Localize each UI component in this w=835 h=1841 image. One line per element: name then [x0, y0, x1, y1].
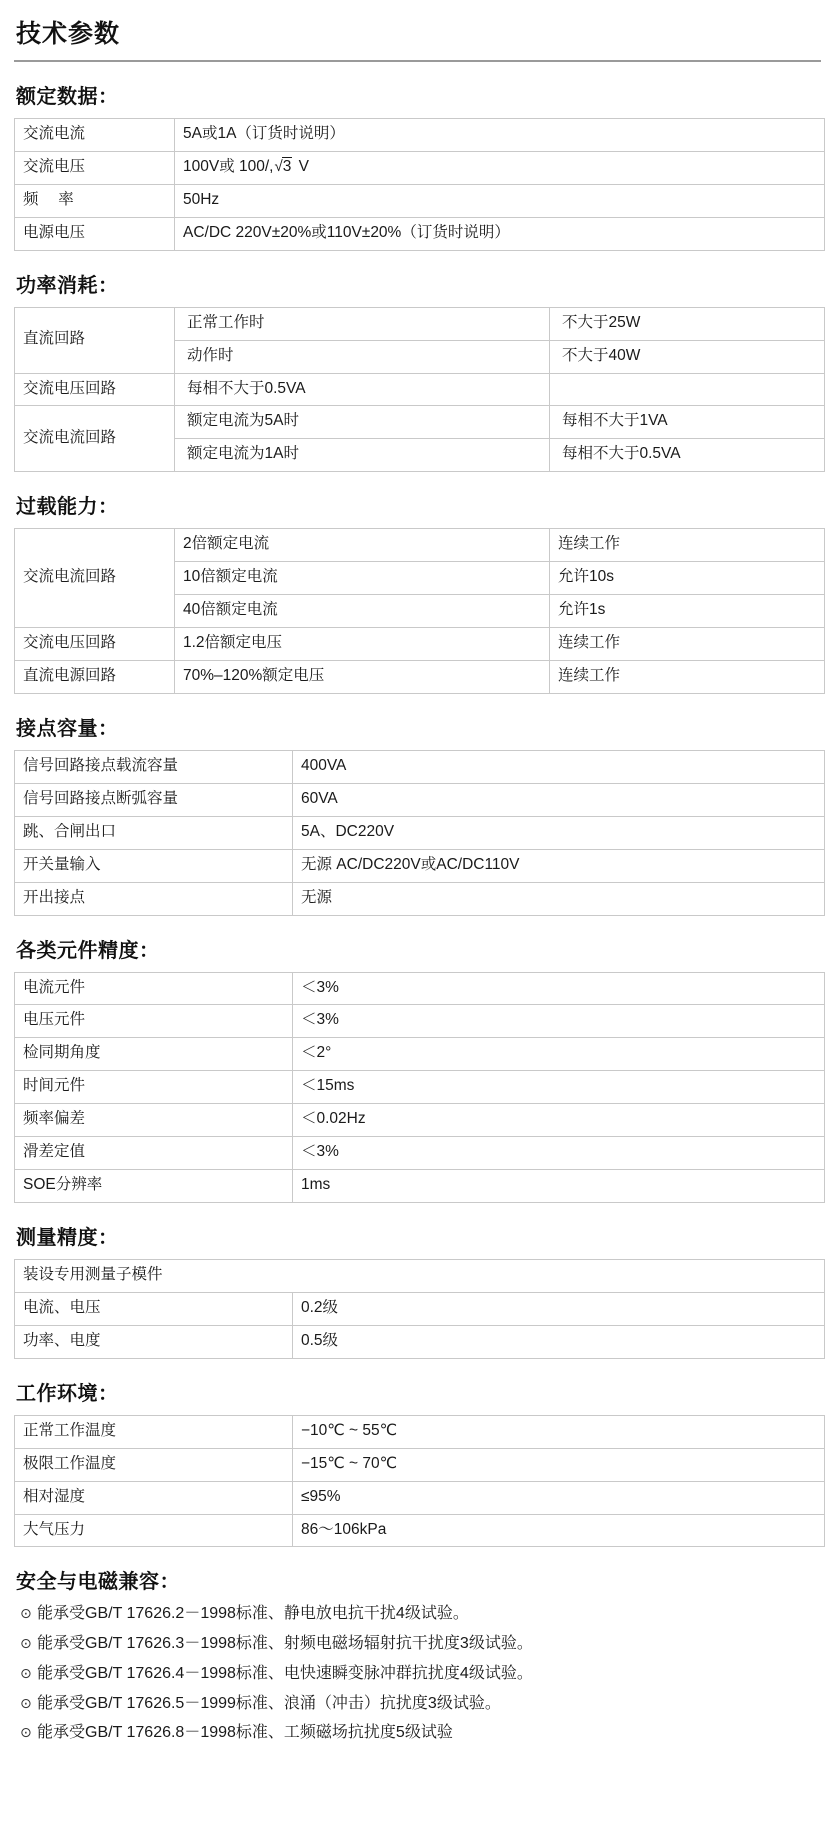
row-label: 信号回路接点载流容量: [15, 750, 293, 783]
row-value: 0.5级: [293, 1325, 825, 1358]
row-label: 极限工作温度: [15, 1448, 293, 1481]
row-label: 频 率: [15, 184, 175, 217]
row-value: 0.2级: [293, 1292, 825, 1325]
table-row: [15, 119, 825, 152]
row-label: 交流电流回路: [15, 529, 175, 628]
row-value: [550, 373, 825, 406]
section-safety-emc: [14, 1565, 821, 1745]
row-condition: 70%–120%额定电压: [175, 660, 550, 693]
row-value: 连续工作: [550, 529, 825, 562]
table-row: [15, 373, 825, 406]
row-condition: 2倍额定电流: [175, 529, 550, 562]
row-value: 1ms: [293, 1170, 825, 1203]
table-row: [15, 849, 825, 882]
row-value: 每相不大于0.5VA: [550, 439, 825, 472]
bullet-icon: ⊙: [20, 1605, 32, 1622]
contact-capacity-table: [14, 750, 825, 916]
row-label: 滑差定值: [15, 1137, 293, 1170]
row-value: 允许10s: [550, 562, 825, 595]
row-value: ＜3%: [293, 1137, 825, 1170]
operating-environment-table: [14, 1415, 825, 1548]
table-row: [15, 184, 825, 217]
row-value: 5A、DC220V: [293, 816, 825, 849]
row-condition: 额定电流为1A时: [175, 439, 550, 472]
row-label: 电流、电压: [15, 1292, 293, 1325]
row-label: 频率偏差: [15, 1104, 293, 1137]
component-accuracy-table: [14, 972, 825, 1203]
list-item-label: 能承受GB/T 17626.4－1998标准、电快速瞬变脉冲群抗扰度4级试验。: [37, 1664, 533, 1682]
table-row: [15, 1325, 825, 1358]
row-value: 100V或 100/,√3 V: [175, 151, 825, 184]
section-contact-capacity: [14, 712, 821, 916]
list-item: [20, 1693, 821, 1716]
row-value: ＜15ms: [293, 1071, 825, 1104]
power-consumption-table: [14, 307, 825, 473]
section-heading: 接点容量：: [16, 717, 119, 740]
section-component-accuracy: [14, 934, 821, 1203]
row-condition: 额定电流为5A时: [175, 406, 550, 439]
list-item-label: 能承受GB/T 17626.8－1998标准、工频磁场抗扰度5级试验: [37, 1724, 453, 1742]
row-label: 时间元件: [15, 1071, 293, 1104]
row-label: 交流电压: [15, 151, 175, 184]
row-value: −10℃ ~ 55℃: [293, 1415, 825, 1448]
table-row: [15, 783, 825, 816]
row-label: 大气压力: [15, 1514, 293, 1547]
row-label: 开出接点: [15, 882, 293, 915]
table-row: [15, 151, 825, 184]
table-row: [15, 750, 825, 783]
section-heading: 安全与电磁兼容：: [16, 1571, 180, 1594]
row-value: 无源 AC/DC220V或AC/DC110V: [293, 849, 825, 882]
row-label: 交流电压回路: [15, 628, 175, 661]
row-value: 60VA: [293, 783, 825, 816]
row-label: 直流电源回路: [15, 660, 175, 693]
row-label: 正常工作温度: [15, 1415, 293, 1448]
row-label: 直流回路: [15, 307, 175, 373]
table-row: [15, 816, 825, 849]
table-row: [15, 1005, 825, 1038]
row-value: −15℃ ~ 70℃: [293, 1448, 825, 1481]
row-value: ＜3%: [293, 972, 825, 1005]
row-label: 电流元件: [15, 972, 293, 1005]
row-condition: 正常工作时: [175, 307, 550, 340]
table-row: [15, 1415, 825, 1448]
measurement-accuracy-table: [14, 1259, 825, 1359]
row-condition: 每相不大于0.5VA: [175, 373, 550, 406]
sqrt-symbol: √3: [274, 157, 292, 175]
table-row: [15, 1038, 825, 1071]
row-label: 电压元件: [15, 1005, 293, 1038]
table-row: [15, 628, 825, 661]
bullet-icon: ⊙: [20, 1694, 32, 1711]
row-value: ≤95%: [293, 1481, 825, 1514]
list-item-label: 能承受GB/T 17626.3－1998标准、射频电磁场辐射抗干扰度3级试验。: [37, 1635, 533, 1653]
list-item-label: 能承受GB/T 17626.5－1999标准、浪涌（冲击）抗扰度3级试验。: [37, 1694, 501, 1712]
list-item-label: 能承受GB/T 17626.2－1998标准、静电放电抗干扰4级试验。: [37, 1605, 469, 1623]
table-row: [15, 1170, 825, 1203]
row-value: 50Hz: [175, 184, 825, 217]
page-title: 技术参数: [14, 8, 821, 62]
section-overload-capacity: [14, 490, 821, 694]
row-label: 功率、电度: [15, 1325, 293, 1358]
row-value: ＜3%: [293, 1005, 825, 1038]
row-span-note: 装设专用测量子模件: [15, 1259, 825, 1292]
row-condition: 1.2倍额定电压: [175, 628, 550, 661]
table-row: [15, 660, 825, 693]
row-value: AC/DC 220V±20%或110V±20%（订货时说明）: [175, 217, 825, 250]
table-row: [15, 1514, 825, 1547]
table-row: [15, 1448, 825, 1481]
row-label: 交流电流: [15, 119, 175, 152]
section-heading: 过载能力：: [16, 496, 119, 519]
row-value: 无源: [293, 882, 825, 915]
row-value: 86～106kPa: [293, 1514, 825, 1547]
table-row: [15, 1104, 825, 1137]
row-condition: 40倍额定电流: [175, 595, 550, 628]
section-heading: 功率消耗：: [16, 274, 119, 297]
section-power-consumption: [14, 269, 821, 473]
section-measurement-accuracy: [14, 1221, 821, 1359]
row-label: 检同期角度: [15, 1038, 293, 1071]
row-label: 电源电压: [15, 217, 175, 250]
section-heading: 测量精度：: [16, 1226, 119, 1249]
table-row: [15, 307, 825, 340]
row-label: SOE分辨率: [15, 1170, 293, 1203]
table-row: [15, 1259, 825, 1292]
table-row: [15, 406, 825, 439]
row-value: 5A或1A（订货时说明）: [175, 119, 825, 152]
section-rated-data: [14, 80, 821, 251]
row-label: 信号回路接点断弧容量: [15, 783, 293, 816]
row-value: 每相不大于1VA: [550, 406, 825, 439]
table-row: [15, 1292, 825, 1325]
overload-capacity-table: [14, 528, 825, 694]
section-operating-environment: [14, 1377, 821, 1548]
section-heading: 额定数据：: [16, 86, 119, 108]
table-row: [15, 1071, 825, 1104]
row-condition: 动作时: [175, 340, 550, 373]
row-value: ＜2°: [293, 1038, 825, 1071]
row-label: 跳、合闸出口: [15, 816, 293, 849]
bullet-icon: ⊙: [20, 1664, 32, 1681]
table-row: [15, 1137, 825, 1170]
list-item: [20, 1663, 821, 1686]
row-value: 连续工作: [550, 660, 825, 693]
list-item: [20, 1603, 821, 1626]
row-condition: 10倍额定电流: [175, 562, 550, 595]
row-label: 开关量输入: [15, 849, 293, 882]
row-value: 连续工作: [550, 628, 825, 661]
row-value: 不大于40W: [550, 340, 825, 373]
list-item: [20, 1633, 821, 1656]
table-row: [15, 972, 825, 1005]
section-heading: 工作环境：: [16, 1382, 119, 1405]
row-value: 400VA: [293, 750, 825, 783]
table-row: [15, 529, 825, 562]
row-value: 不大于25W: [550, 307, 825, 340]
table-row: [15, 882, 825, 915]
row-label: 相对湿度: [15, 1481, 293, 1514]
row-label: 交流电流回路: [15, 406, 175, 472]
bullet-icon: ⊙: [20, 1635, 32, 1652]
rated-data-table: [14, 118, 825, 251]
row-value: ＜0.02Hz: [293, 1104, 825, 1137]
bullet-icon: ⊙: [20, 1724, 32, 1741]
list-item: [20, 1722, 821, 1745]
row-label: 交流电压回路: [15, 373, 175, 406]
table-row: [15, 1481, 825, 1514]
safety-emc-list: [14, 1603, 821, 1745]
row-value: 允许1s: [550, 595, 825, 628]
table-row: [15, 217, 825, 250]
section-heading: 各类元件精度：: [16, 939, 160, 962]
